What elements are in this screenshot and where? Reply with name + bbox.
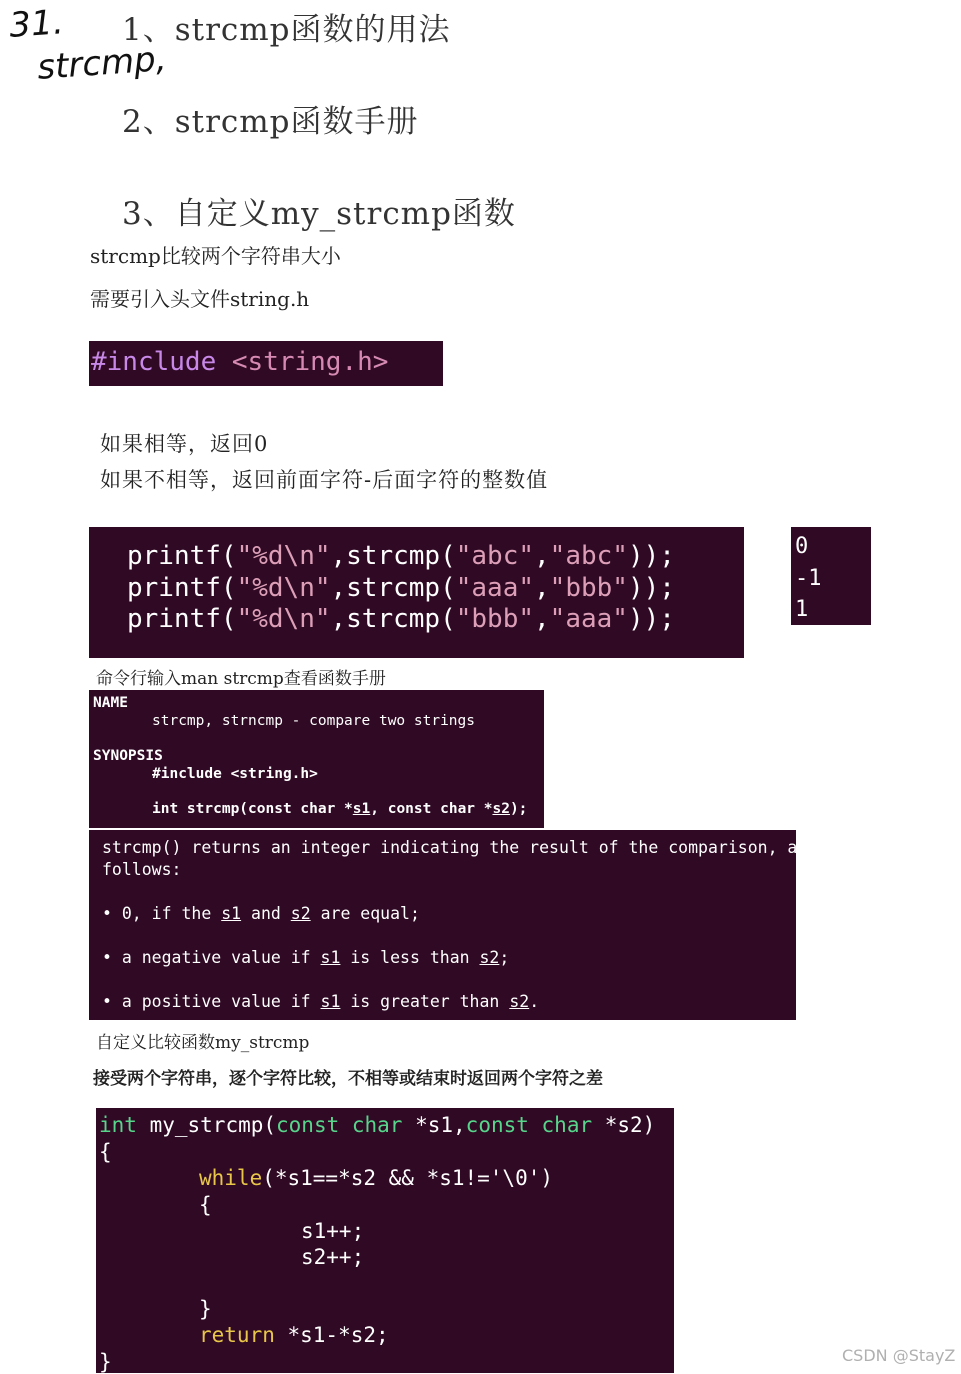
description-block [89, 830, 808, 1020]
csdn-watermark: CSDN @StayZ [842, 1346, 956, 1365]
description-bullet: • 0, if the s1 and s2 are equal; [102, 904, 420, 923]
printf-line: printf("%d\n",strcmp("abc","abc")); [127, 541, 675, 571]
man-name-header: NAME [93, 695, 128, 711]
include-code-block [89, 341, 443, 386]
rule-not-equal: 如果不相等，返回前面字符-后面字符的整数值 [100, 468, 549, 492]
custom-caption: 自定义比较函数my_strcmp [96, 1033, 310, 1053]
man-page-block [89, 690, 544, 828]
code-inner-close: } [199, 1297, 212, 1321]
output-value: 0 [795, 534, 809, 559]
code-increment: s2++; [301, 1245, 365, 1269]
intro-line-2: 需要引入头文件string.h [90, 287, 310, 311]
heading-1: 1、strcmp函数的用法 [122, 12, 451, 48]
code-close-brace: } [99, 1350, 112, 1374]
code-while: while(*s1==*s2 && *s1!='\0') [199, 1166, 554, 1190]
man-name-text: strcmp, strncmp - compare two strings [152, 713, 476, 729]
man-include-line: #include <string.h> [152, 766, 318, 782]
man-synopsis-header: SYNOPSIS [93, 748, 163, 764]
printf-code-block [89, 527, 744, 658]
description-line: strcmp() returns an integer indicating the result of the comparison, as [102, 838, 808, 857]
output-block [791, 527, 871, 625]
custom-description: 接受两个字符串，逐个字符比较，不相等或结束时返回两个字符之差 [93, 1069, 603, 1089]
code-inner-open: { [199, 1193, 212, 1217]
man-caption: 命令行输入man strcmp查看函数手册 [96, 669, 386, 689]
code-signature: int my_strcmp(const char *s1,const char *s2) [99, 1113, 656, 1137]
printf-line: printf("%d\n",strcmp("aaa","bbb")); [127, 572, 675, 603]
include-directive: #include [91, 347, 217, 377]
output-value: -1 [795, 565, 822, 591]
my-strcmp-code-block [96, 1108, 674, 1373]
output-value: 1 [795, 597, 809, 622]
code-open-brace: { [99, 1140, 112, 1164]
description-bullet: • a negative value if s1 is less than s2; [102, 948, 510, 967]
heading-3: 3、自定义my_strcmp函数 [122, 196, 516, 232]
include-header: <string.h> [231, 347, 389, 377]
intro-line-1: strcmp比较两个字符串大小 [90, 244, 341, 268]
handwritten-number: 31. [8, 2, 65, 46]
man-prototype: int strcmp(const char *s1, const char *s2); [152, 801, 528, 817]
heading-2: 2、strcmp函数手册 [122, 104, 419, 140]
printf-line: printf("%d\n",strcmp("bbb","aaa")); [127, 604, 675, 634]
rule-equal: 如果相等，返回0 [100, 432, 269, 456]
code-return: return *s1-*s2; [199, 1323, 389, 1347]
description-bullet: • a positive value if s1 is greater than s2. [102, 992, 540, 1011]
code-increment: s1++; [301, 1219, 365, 1243]
description-line: follows: [102, 860, 182, 879]
handwritten-word: strcmp, [36, 38, 168, 88]
